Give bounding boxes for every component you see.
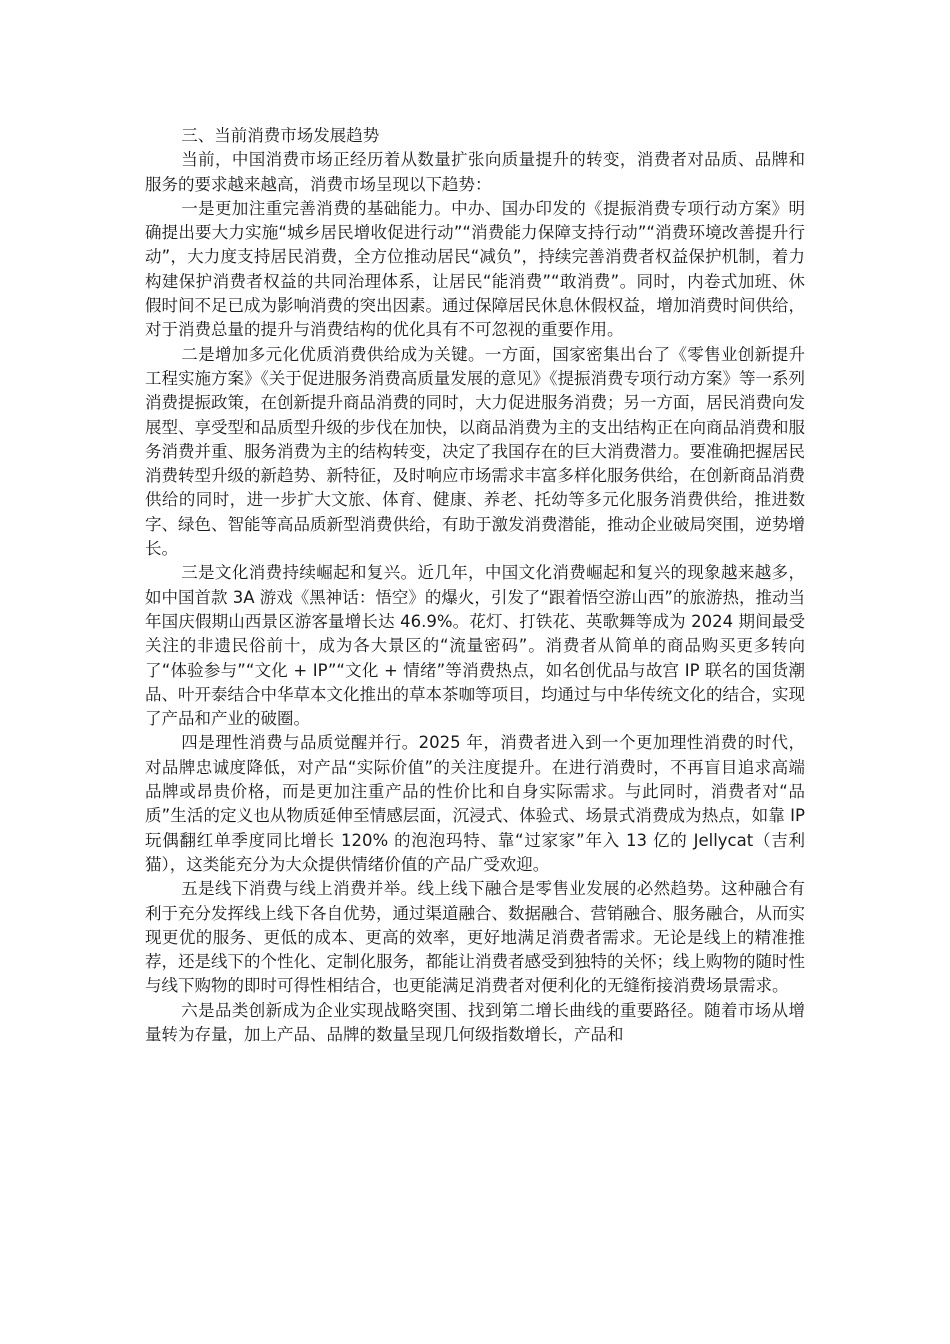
paragraph-body: 一方面，国家密集出台了《零售业创新提升工程实施方案》《关于促进服务消费高质量发展的意见》《提振消费专项行动方案》等一系列消费提振政策，在创新提升商品消费的同时，大力促进服务消费；另一方面，居民消费向发展型、享受型和品质型升级的步伐在加快，以商品消费为主的支出结构正在向商品消费和服务消费并重、服务消费为主的结构转变，决定了我国存在的巨大消费潜力。要准确把握居民消费转型升级的新趋势、新特征，及时响应市场需求丰富多样化服务供给，在创新商品消费供给的同时，进一步扩大文旅、体育、健康、养老、托幼等多元化服务消费供给，推进数字、绿色、智能等高品质新型消费供给，有助于激发消费潜能，推动企业破局突围，逆势增长。 bbox=[145, 344, 806, 559]
paragraph-lead: 六是品类创新成为企业实现战略突围、找到第二增长曲线的重要路径。 bbox=[181, 1000, 705, 1020]
paragraph-trend-6 bbox=[145, 999, 805, 1048]
paragraph-body: 随着市场从增量转为存量，加上产品、品牌的数量呈现几何级指数增长，产品和 bbox=[145, 1000, 806, 1044]
section-title: 三、当前消费市场发展趋势 bbox=[181, 126, 380, 145]
paragraph-body: 线上线下融合是零售业发展的必然趋势。这种融合有利于充分发挥线上线下各自优势，通过渠道融合、数据融合、营销融合、服务融合，从而实现更优的服务、更低的成本、更高的效率，更好地满足消费者需求。无论是线上的精准推荐，还是线下的个性化、定制化服务，都能让消费者感受到独特的关怀；线上购物的随时性与线下购物的即时可得性相结合，也更能满足消费者对便利化的无缝衔接消费场景需求。 bbox=[145, 879, 806, 996]
paragraph-lead: 三是文化消费持续崛起和复兴。 bbox=[181, 563, 418, 583]
paragraph-body: 近几年，中国文化消费崛起和复兴的现象越来越多，如中国首款 3A 游戏《黑神话：悟空》的爆火，引发了“跟着悟空游山西”的旅游热，推动当年国庆假期山西景区游客量增长达 46.9%。花灯、打铁花、英歌舞等成为 2024 期间最受关注的非遗民俗前十，成为各大景区的“流量密码”。消费者从简单的商品购买更多转向了“体验参与”“文化 + IP”“文化 + 情绪”等消费热点，如名创优品与故宫 IP 联名的国货潮品、叶开泰结合中华草本文化推出的草本茶咖等项目，均通过与中华传统文化的结合，实现了产品和产业的破圈。 bbox=[145, 563, 806, 729]
paragraph-lead: 一是更加注重完善消费的基础能力。 bbox=[181, 198, 452, 218]
paragraph-body: 中办、国办印发的《提振消费专项行动方案》明确提出要大力实施“城乡居民增收促进行动”“消费能力保障支持行动”“消费环境改善提升行动”，大力度支持居民消费，全方位推动居民“减负”，持续完善消费者权益保护机制，着力构建保护消费者权益的共同治理体系，让居民“能消费”“敢消费”。同时，内卷式加班、休假时间不足已成为影响消费的突出因素。通过保障居民休息休假权益，增加消费时间供给，对于消费总量的提升与消费结构的优化具有不可忽视的重要作用。 bbox=[145, 198, 806, 340]
paragraph-trend-1 bbox=[145, 197, 805, 343]
paragraph-trend-3 bbox=[145, 561, 805, 731]
paragraph-lead: 二是增加多元化优质消费供给成为关键。 bbox=[181, 344, 485, 364]
paragraph-lead: 四是理性消费与品质觉醒并行。 bbox=[181, 733, 419, 753]
document-page bbox=[145, 124, 805, 1047]
intro-paragraph: 当前，中国消费市场正经历着从数量扩张向质量提升的转变，消费者对品质、品牌和服务的要求越来越高，消费市场呈现以下趋势： bbox=[145, 150, 805, 194]
paragraph-trend-4 bbox=[145, 731, 805, 877]
paragraph-body: 2025 年，消费者进入到一个更加理性消费的时代，对品牌忠诚度降低，对产品“实际价值”的关注度提升。在进行消费时，不再盲目追求高端品牌或昂贵价格，而是更加注重产品的性价比和自身实际需求。与此同时，消费者对“品质”生活的定义也从物质延伸至情感层面，沉浸式、体验式、场景式消费成为热点，如靠 IP 玩偶翻红单季度同比增长 120% 的泡泡玛特、靠“过家家”年入 13 亿的 Jellycat（吉利猫），这类能充分为大众提供情绪价值的产品广受欢迎。 bbox=[145, 733, 805, 874]
paragraph-trend-5 bbox=[145, 877, 805, 998]
paragraph-trend-2 bbox=[145, 343, 805, 562]
paragraph-lead: 五是线下消费与线上消费并举。 bbox=[181, 879, 418, 899]
